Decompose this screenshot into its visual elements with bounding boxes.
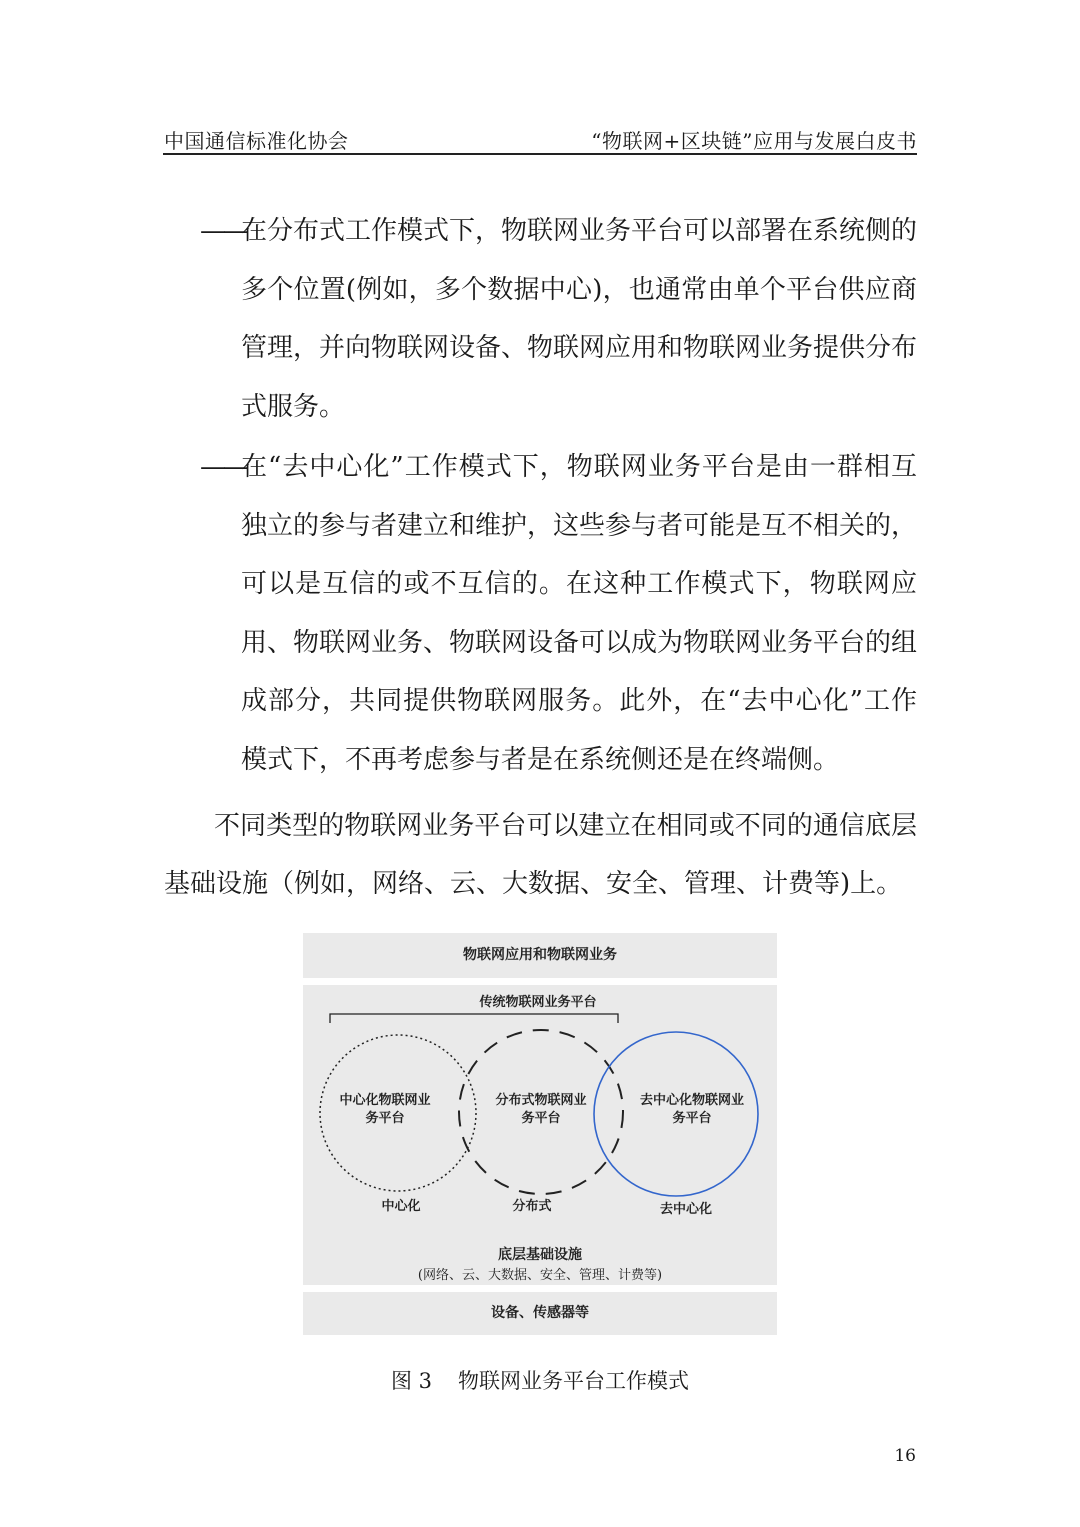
- bullet-decentralized: [200, 438, 917, 789]
- venn-diagram: [303, 985, 777, 1235]
- bullet-text: 在分布式工作模式下，物联网业务平台可以部署在系统侧的多个位置(例如，多个数据中心)，也通常由单个平台供应商管理，并向物联网设备、物联网应用和物联网业务提供分布式服务。: [241, 216, 918, 422]
- bullet-dash: ——: [200, 452, 246, 482]
- device-band: 设备、传感器等: [303, 1292, 777, 1335]
- bullet-distributed: [200, 202, 917, 436]
- infrastructure-subtitle: (网络、云、大数据、安全、管理、计费等): [417, 1268, 663, 1283]
- platform-modes-figure: [303, 933, 777, 1335]
- app-service-band: 物联网应用和物联网业务: [303, 933, 777, 978]
- decentralized-label-line1: 去中心化物联网业: [639, 1093, 745, 1108]
- bracket-label: 传统物联网业务平台: [479, 995, 597, 1010]
- infrastructure-band: [303, 1240, 777, 1285]
- page-number: 16: [894, 1446, 916, 1466]
- bullet-text: 在“去中心化”工作模式下，物联网业务平台是由一群相互独立的参与者建立和维护，这些参与者可能是互不相关的，可以是互信的或不互信的。在这种工作模式下，物联网应用、物联网业务、物联网设备可以成为物联网业务平台的组成部分，共同提供物联网服务。此外，在“去中心化”工作模式下，不再考虑参与者是在系统侧还是在终端侧。: [241, 452, 918, 775]
- decentralized-caption: 去中心化: [659, 1202, 713, 1217]
- distributed-label-line1: 分布式物联网业: [495, 1093, 587, 1108]
- infrastructure-title: 底层基础设施: [498, 1247, 582, 1263]
- centralized-label-line1: 中心化物联网业: [339, 1093, 431, 1108]
- header-divider: [163, 153, 917, 155]
- bullet-dash: ——: [200, 216, 246, 246]
- bracket-line: [330, 1014, 618, 1023]
- centralized-label-line2: 务平台: [365, 1111, 405, 1126]
- distributed-label-line2: 务平台: [521, 1111, 561, 1126]
- figure-number: 图 3: [390, 1369, 433, 1393]
- header-doc-title: “物联网+区块链”应用与发展白皮书: [591, 129, 917, 153]
- decentralized-label-line2: 务平台: [672, 1111, 712, 1126]
- centralized-caption: 中心化: [381, 1199, 421, 1214]
- distributed-caption: 分布式: [512, 1199, 552, 1214]
- figure-title: 物联网业务平台工作模式: [458, 1369, 690, 1393]
- body-paragraph: 不同类型的物联网业务平台可以建立在相同或不同的通信底层基础设施（例如，网络、云、大数据、安全、管理、计费等)上。: [164, 811, 917, 899]
- header-org: 中国通信标准化协会: [164, 129, 349, 153]
- figure-caption: [0, 1365, 1080, 1395]
